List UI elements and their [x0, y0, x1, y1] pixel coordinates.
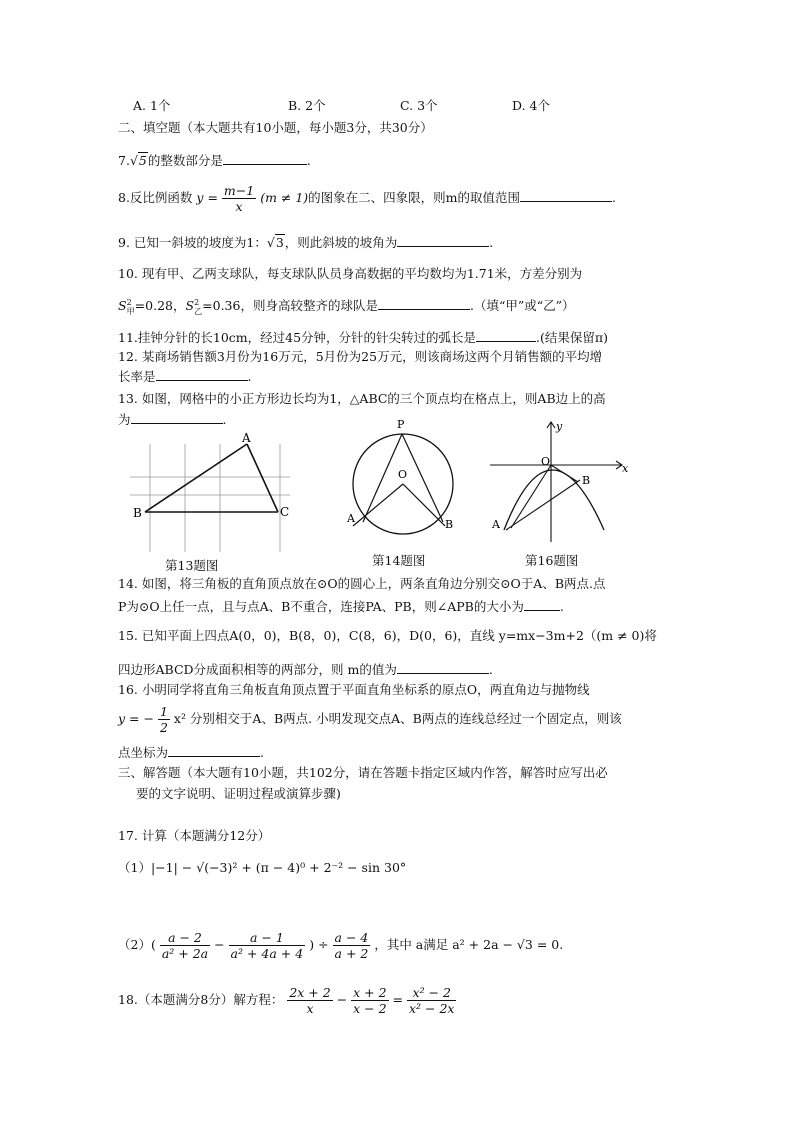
question-14-line-2: P为⊙O上任一点，且与点A、B不重合，连接PA、PB，则∠APB的大小为 . — [118, 599, 564, 614]
fig14-label-o: O — [398, 468, 408, 481]
figure-13-grid-triangle — [130, 432, 290, 562]
fig16-label-x: x — [622, 462, 629, 475]
question-17-part-2: （2）( $\frac{a - 2}{\text{a² + 2a}}$ − $\frac{a - 1}{\text{a² + 4a + 4}}$ ) ÷ $\frac{a - 4}{a + 2}$ ，其中 a满足 a² + 2a − √3 = 0. — [118, 930, 564, 961]
question-15-line-1: 15. 已知平面上四点A(0，0)，B(8，0)，C(8，6)，D(0，6)，直线 y=mx−3m+2（(m ≠ 0)将 — [118, 628, 657, 643]
fig14-label-a: A — [347, 512, 355, 525]
caption-fig-14: 第14题图 — [372, 553, 426, 568]
question-13-line-1: 13. 如图，网格中的小正方形边长均为1，△ABC的三个顶点均在格点上，则AB边上的高 — [118, 391, 606, 406]
fig16-label-b: B — [582, 474, 591, 487]
fig13-label-c: C — [280, 505, 290, 519]
fig16-label-o: O — [541, 455, 551, 468]
question-12-line-2: 长率是 . — [118, 369, 252, 384]
question-16-line-2: y = − $\frac{1}{2}$ x² 分别相交于A、B两点. 小明发现交点A、B两点的连线总经过一个固定点，则该 — [118, 704, 622, 735]
fig14-label-p: P — [397, 418, 405, 431]
question-10-line-1: 10. 现有甲、乙两支球队，每支球队队员身高数据的平均数均为1.71米，方差分别为 — [118, 266, 583, 281]
fig16-label-a: A — [492, 518, 500, 531]
q6-option-d: D. 4个 — [512, 98, 550, 113]
question-11: 11.挂钟分针的长10cm，经过45分钟，分针的针尖转过的弧长是 .(结果保留π) — [118, 330, 608, 345]
question-10-line-2: $S^2_甲=0.28$，$S^2_乙=0.36$，则身高较整齐的球队是 .（填“甲”或“乙”） — [118, 298, 575, 316]
fig16-label-y: y — [556, 420, 563, 433]
question-16-line-1: 16. 小明同学将直角三角板直角顶点置于平面直角坐标系的原点O，两直角边与抛物线 — [118, 682, 590, 697]
caption-fig-16: 第16题图 — [525, 553, 579, 568]
question-12-line-1: 12. 某商场销售额3月份为16万元，5月份为25万元，则该商场这两个月销售额的平均增 — [118, 349, 603, 364]
q6-option-a: A. 1个 — [133, 98, 171, 113]
q6-option-b: B. 2个 — [288, 98, 326, 113]
fig14-label-b: B — [445, 518, 454, 531]
question-17-part-1: （1）|−1| − √(−3)² + (π − 4)⁰ + 2⁻² − sin 30° — [118, 860, 407, 875]
question-16-line-3: 点坐标为 . — [118, 745, 264, 760]
fig13-label-a: A — [242, 432, 251, 445]
question-14-line-1: 14. 如图，将三角板的直角顶点放在⊙O的圆心上，两条直角边分别交⊙O于A、B两点.点 — [118, 576, 606, 591]
figure-16-parabola — [486, 420, 636, 545]
question-17-title: 17. 计算（本题满分12分） — [118, 828, 271, 843]
question-15-line-2: 四边形ABCD分成面积相等的两部分，则 m的值为 . — [118, 662, 493, 677]
figure-14-circle — [345, 418, 465, 540]
caption-fig-13: 第13题图 — [165, 558, 219, 573]
question-9: 9. 已知一斜坡的坡度为1：√3，则此斜坡的坡角为 . — [118, 235, 494, 250]
section-2-heading: 二、填空题（本大题共有10小题，每小题3分，共30分） — [118, 120, 433, 135]
question-8: 8.反比例函数 y = $\frac{m-1}{x}$ (m ≠ 1)的图象在二、四象限，则m的取值范围 . — [118, 183, 617, 214]
fig13-label-b: B — [133, 506, 142, 520]
question-7: 7.√5的整数部分是 . — [118, 153, 311, 168]
question-13-line-2: 为 . — [118, 412, 227, 427]
section-3-heading: 三、解答题（本大题有10小题，共102分，请在答题卡指定区域内作答，解答时应写出必 — [118, 765, 608, 780]
section-3-heading-line-2: 要的文字说明、证明过程或演算步骤) — [136, 786, 341, 801]
q6-option-c: C. 3个 — [400, 98, 438, 113]
question-18: 18.（本题满分8分）解方程： $\frac{2x + 2}{x}$ − $\frac{x + 2}{x - 2}$ = $\frac{\text{x² − 2}}{\text{x² − 2x}}$ — [118, 985, 455, 1016]
